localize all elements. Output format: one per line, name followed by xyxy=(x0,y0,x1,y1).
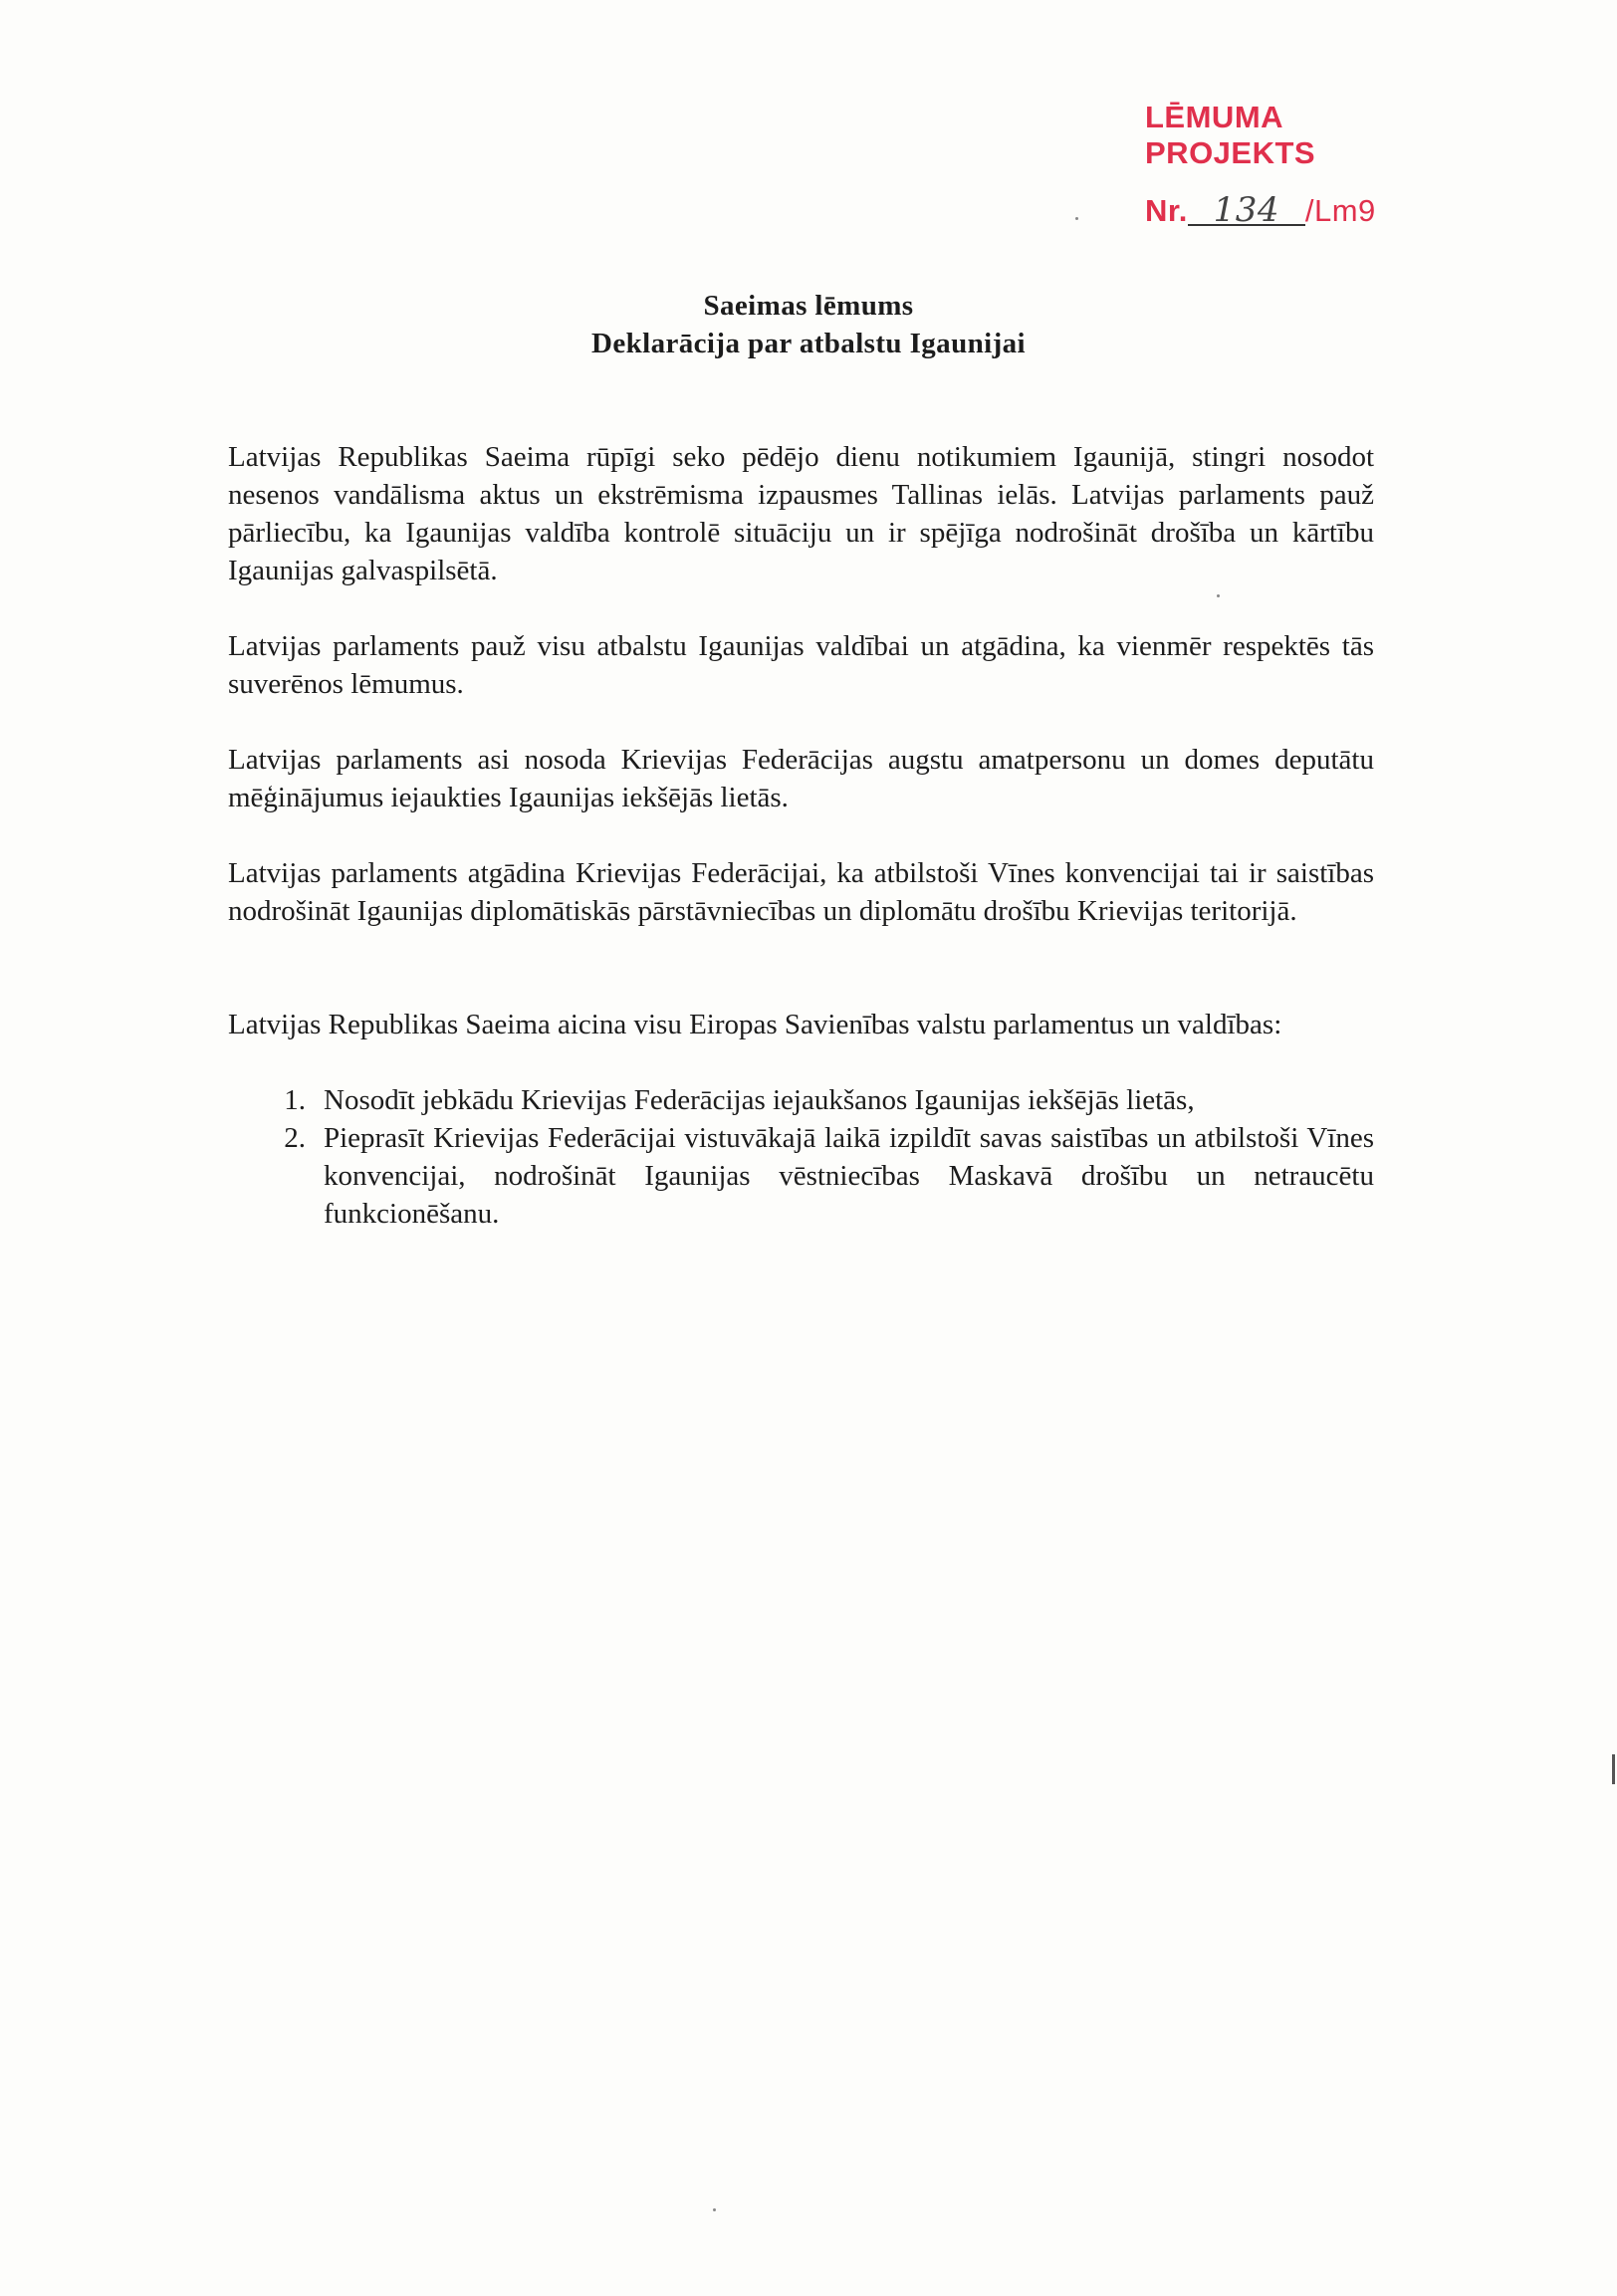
scan-speck xyxy=(713,2208,716,2211)
stamp-number-prefix: Nr. xyxy=(1145,193,1188,228)
stamp-number-line xyxy=(1145,190,1444,230)
draft-decision-stamp xyxy=(1145,100,1444,229)
stamp-handwritten-number: 134 xyxy=(1188,196,1305,226)
scan-edge-mark xyxy=(1612,1754,1615,1784)
heading-line-2: Deklarācija par atbalstu Igaunijai xyxy=(590,328,1026,359)
paragraph-1: Latvijas Republikas Saeima rūpīgi seko pēdējo dienu notikumiem Igaunijā, stingri nosodot nesenos vandālisma aktus un ekstrēmisma izpausmes Tallinas ielās. Latvijas parlaments pauž pārliecību, ka Igaunijas valdība kontrolē situāciju un ir spējīga nodrošināt drošība un kārtību Igaunijas galvaspilsētā. xyxy=(228,441,1374,586)
paragraph-3: Latvijas parlaments asi nosoda Krievijas Federācijas augstu amatpersonu un domes deputātu mēģinājumus iejaukties Igaunijas iekšējās lietās. xyxy=(228,744,1374,813)
document-heading xyxy=(0,287,1617,362)
list-item-text: Nosodīt jebkādu Krievijas Federācijas iejaukšanos Igaunijas iekšējās lietās, xyxy=(324,1084,1195,1116)
list-item-number: 1. xyxy=(284,1084,306,1116)
scan-speck xyxy=(1075,217,1078,220)
list-item-text: Pieprasīt Krievijas Federācijai vistuvākajā laikā izpildīt savas saistības un atbilstoši Vīnes konvencijai, nodrošināt Igaunijas vēstniecības Maskavā drošību un netraucētu funkcionēšanu. xyxy=(324,1122,1374,1230)
heading-line-1: Saeimas lēmums xyxy=(703,290,914,322)
stamp-number-suffix: /Lm9 xyxy=(1304,193,1376,228)
demands-list xyxy=(228,1081,1374,1233)
scan-speck xyxy=(1217,594,1220,597)
list-item xyxy=(228,1119,1374,1233)
paragraph-2: Latvijas parlaments pauž visu atbalstu Igaunijas valdībai un atgādina, ka vienmēr respektēs tās suverēnos lēmumus. xyxy=(228,630,1374,700)
paragraph-4: Latvijas parlaments atgādina Krievijas Federācijai, ka atbilstoši Vīnes konvencijai tai ir saistības nodrošināt Igaunijas diplomātiskās pārstāvniecības un diplomātu drošību Krievijas teritorijā. xyxy=(228,857,1374,927)
list-item-number: 2. xyxy=(284,1122,306,1154)
document-body xyxy=(228,438,1374,1233)
paragraph-5: Latvijas Republikas Saeima aicina visu Eiropas Savienības valstu parlamentus un valdības: xyxy=(228,1009,1282,1040)
list-item xyxy=(228,1081,1374,1119)
stamp-title: LĒMUMA PROJEKTS xyxy=(1145,100,1316,170)
